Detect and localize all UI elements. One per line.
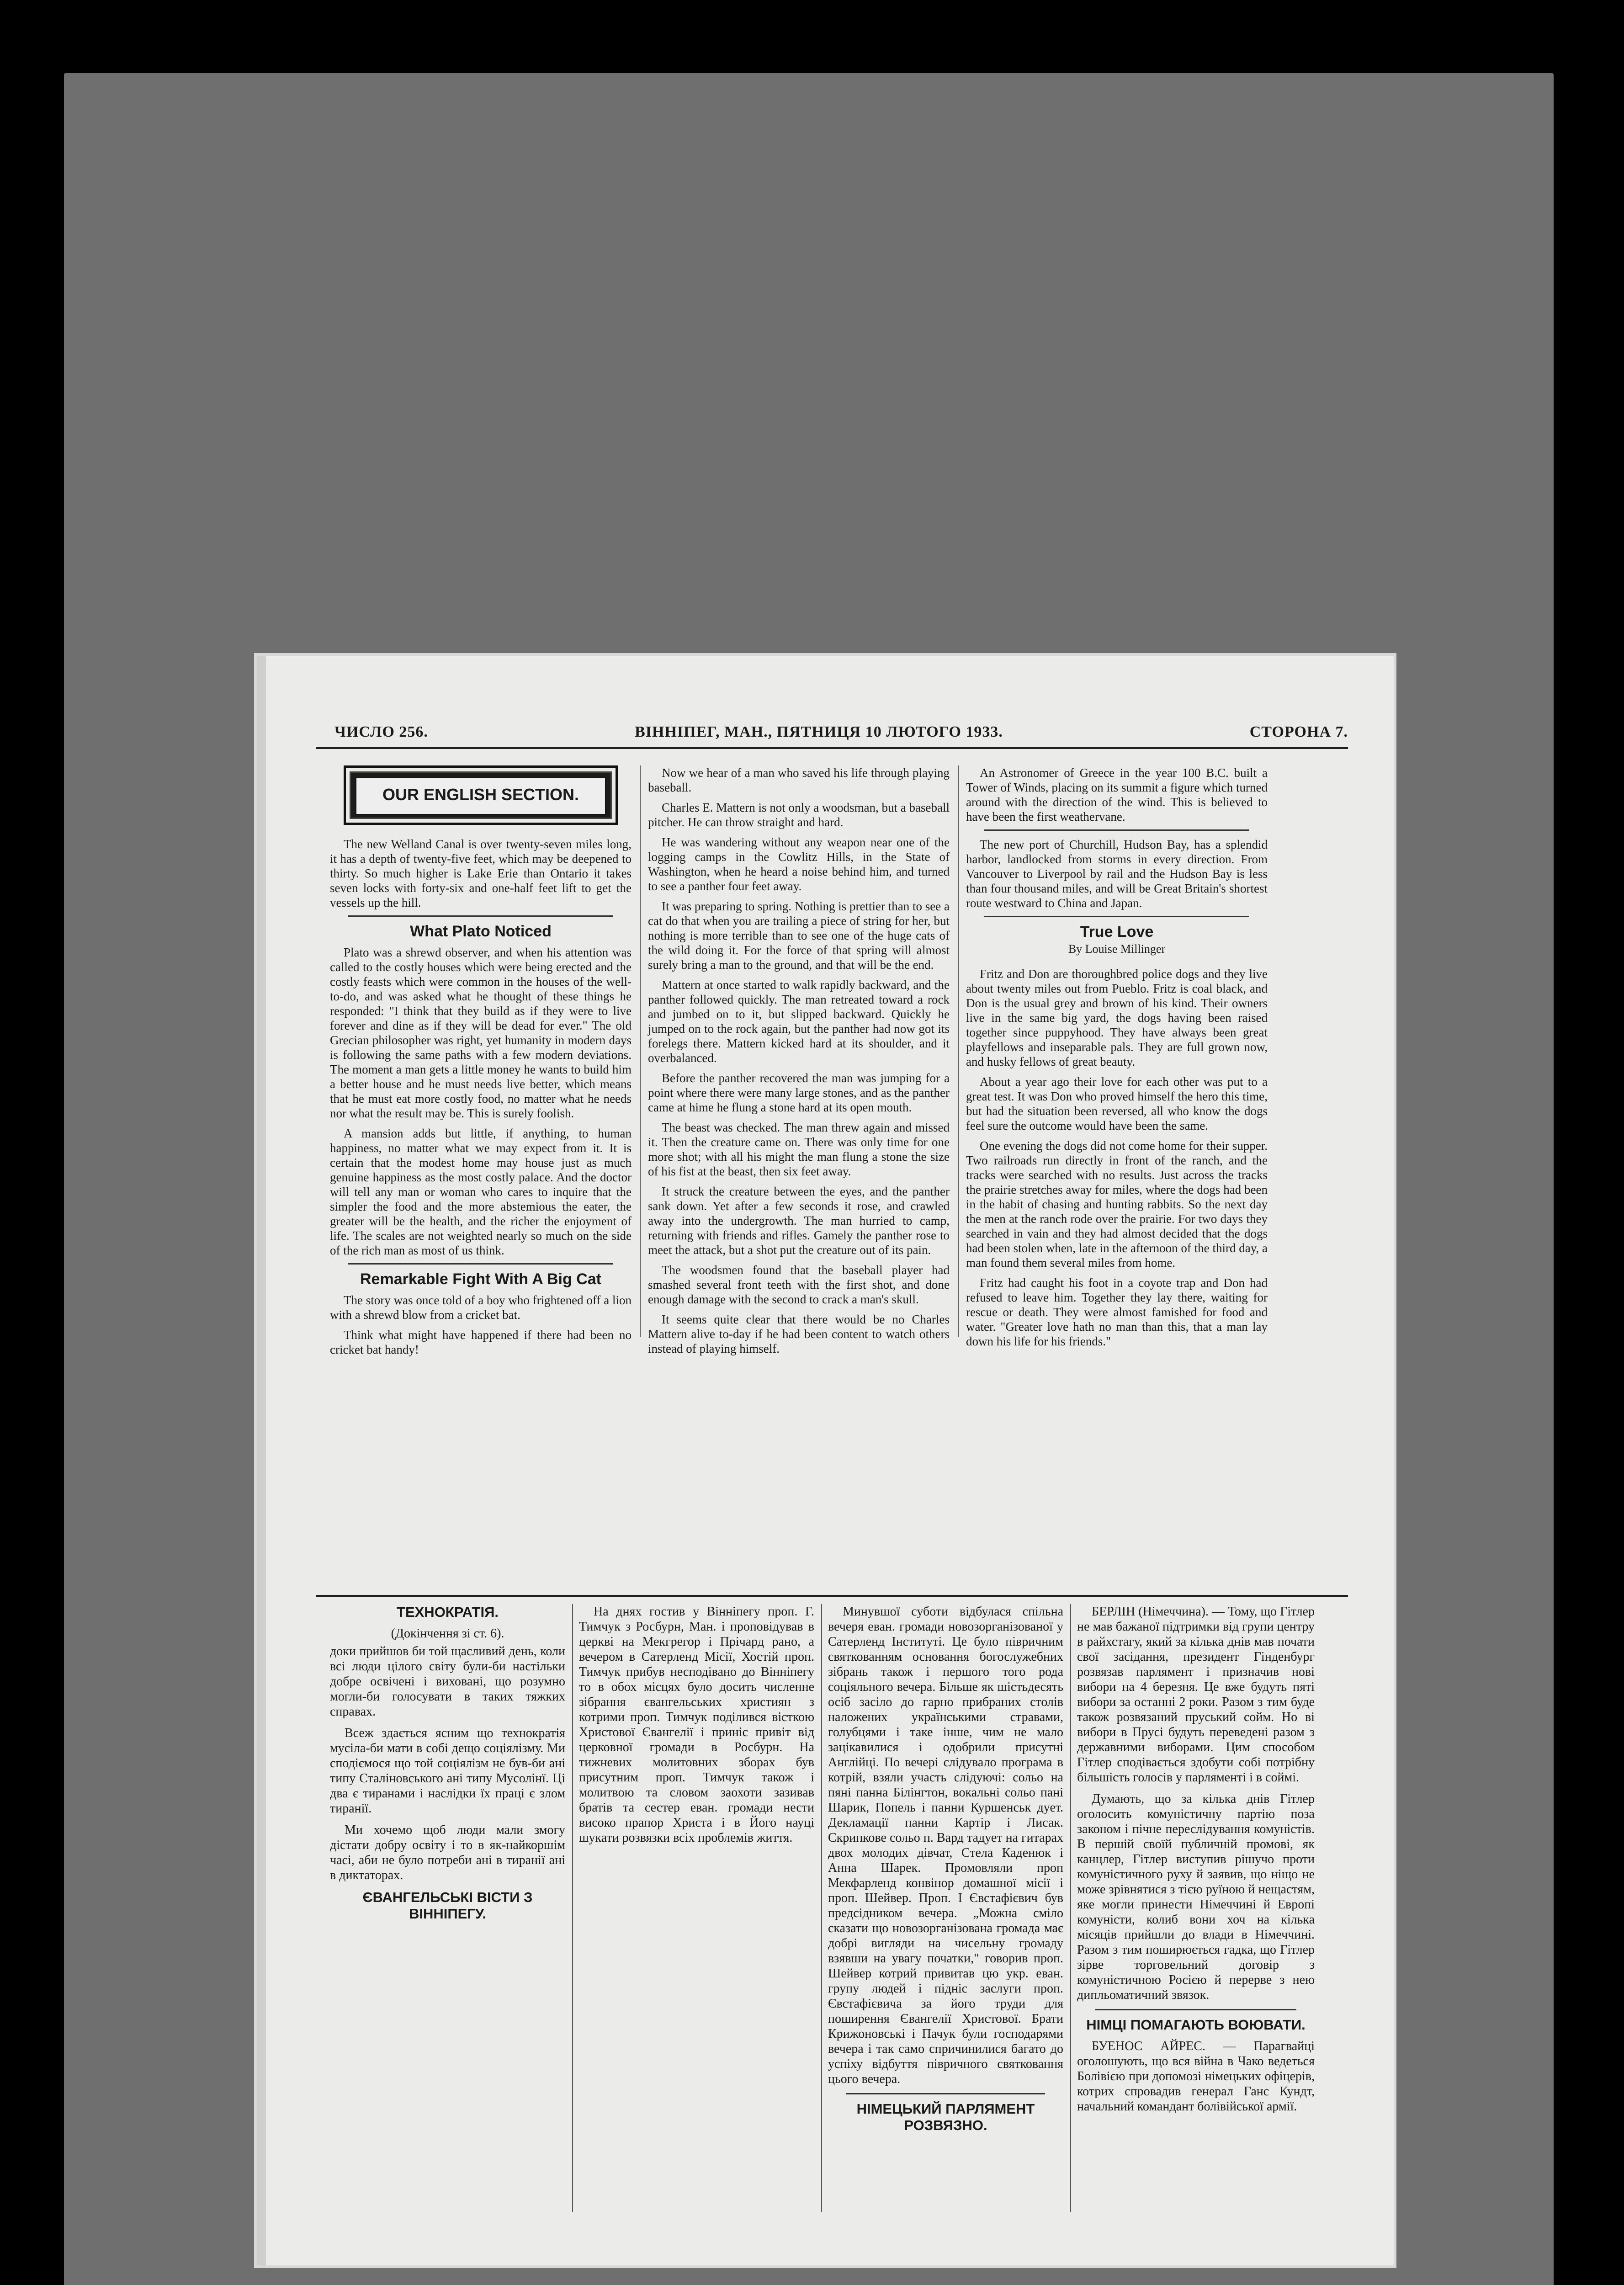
column-rule [572, 1604, 573, 2212]
fight-paragraph: The woodsmen found that the baseball player had smashed several front teeth with the first shot, and done enough damage with the second to crack a man's skull. [648, 1263, 950, 1306]
parliament-paragraph: Думають, що за кілька днів Гітлер оголосить комуністичну партію поза законом і пічне переслідування комуністів. В першій своїй публичній промові, як канцлер, Гітлер виступив рішучо проти комуністичного руху й заявив, що ніщо не може зрівнятися з тією руїною й нещастям, яке могли принести Німеччині й Европі комуністи, колиб вони хоч на кілька місяців прийшли до влади в Німеччині. Разом з тим поширюється гадка, що Гітлер зірве торговельний договір з комуністичною Росією й перерве з нею дипльоматичний звязок. [1077, 1792, 1315, 2002]
fight-paragraph: He was wandering without any weapon near one of the logging camps in the Cowlitz Hills, in the State of Washington, when he heard a noise behind him, and turned to see a panther four feet away. [648, 835, 950, 893]
fight-paragraph: Before the panther recovered the man was jumping for a point where there were many large stones, and as the panther came at hime he flung a stone hard at its open mouth. [648, 1071, 950, 1114]
article-divider [984, 916, 1249, 917]
canal-article: The new Welland Canal is over twenty-seven miles long, it has a depth of twenty-five feet, which may be deepened to thirty. So much higher is Lake Erie than Ontario it takes seven locks with forty-six and one-half feet lift to get the vessels up the hill. [330, 837, 632, 909]
article-divider [846, 2093, 1045, 2094]
fight-paragraph: Charles E. Mattern is not only a woodsman, but a baseball pitcher. He can throw straight and hard. [648, 801, 950, 829]
true-love-paragraph: About a year ago their love for each other was put to a great test. It was Don who proved himself the hero this time, but had the situation been reversed, all who know the dogs feel sure the outcome would have been the same. [966, 1075, 1268, 1132]
technocracy-paragraph: доки прийшов би той щасливий день, коли всі люди цілого світу були-би настільки добре освічені і виховані, що розумно могли-би голосувати в таких тяжких справах. [330, 1644, 565, 1719]
gospel-news-paragraph: Минувшої суботи відбулася спільна вечеря еван. громади новозорганізованої у Сатерленд Інституті. Це було півричним святкованням основання богослужебних зібрань також і першого того рода соціяльного вечера. Більше як шістьдесять осіб засіло до гарно прибраних столів наложених українськими стравами, голубцями і таке інше, чим не мало зацікавилися і одобрили присутні Англійці. По вечері слідувало програма в котрій, взяли участь слідуючі: сольо на пяні панна Білінгтон, вокальні сольо пані Шарик, Попель і панни Куршенськ дует. Декламації панни Картір і Лисак. Скрипкове сольо п. Вард тадует на гитарах двох молодих дівчат, Стела Каденюк і Анна Шарек. Промовляли проп Мекфарленд конвінор домашної місії і проп. Шейвер. Проп. І Євстафієвич був предсідником вечера. „Можна сміло сказати що новозорганізована громада має добрі вигляди на чисельну громаду взявши на увагу початки," говорив проп. Шейвер котрий привитав цю укр. еван. групу людей і підніс заслуги проп. Євстафієвича за його труди для поширення Євангелії Христової. Брати Крижоновські і Пачук були господарями вечера і так само спричинилися багато до успіху відбуття півричного святковання цього вечера. [828, 1605, 1063, 2086]
bolivia-title: НІМЦІ ПОМАГАЮТЬ ВОЮВАТИ. [1086, 2017, 1306, 2033]
ukrainian-column-2 [579, 1604, 814, 1852]
english-section-title: OUR ENGLISH SECTION. [356, 777, 606, 815]
astronomer-article: An Astronomer of Greece in the year 100 B.C. built a Tower of Winds, placing on its summit a figure which turned around with the direction of the wind. This is believed to have been the first weathervane. [966, 766, 1268, 824]
fight-paragraph: The beast was checked. The man threw again and missed it. Then the creature came on. There was only time for one more shot; with all his might the man flung a stone the size of his fist at the beast, then six feet away. [648, 1121, 950, 1178]
technocracy-continuation: (Докінчення зі ст. 6). [391, 1626, 504, 1641]
true-love-title: True Love [1080, 923, 1154, 941]
ukrainian-column-3 [828, 1604, 1063, 2139]
gospel-news-paragraph: На днях гостив у Вінніпегу проп. Г. Тимчук з Росбурн, Ман. і проповідував в церкві на Мекгрегор і Прічард рано, а вечером в Сатерленд Місії, Хостій проп. Тимчук прибув несподівано до Вінніпегу то в обох місцях було досить численне зібрання євангельських християн з котрими проп. Тимчук поділився вісткою Христової Євангелії і приніс привіт від церковної громади в Росбурн. На тижневих молитовних зборах був присутним проп. Тимчук також і молитвою та словом заохоти зазивав братів та сестер еван. громади нести високо прапор Христа і в Його науці шукати розвязки всіх проблемів життя. [579, 1605, 814, 1845]
issue-number: ЧИСЛО 256. [334, 723, 428, 740]
true-love-paragraph: Fritz and Don are thoroughbred police dogs and they live about twenty miles out from Pueblo. Fritz is coal black, and Don is the usual grey and brown of his kind. Their owners live in the same big yard, the dogs having been raised together since puppyhood. They have always been great playfellows and inseparable pals. They are full grown now, and husky fellows of great beauty. [966, 967, 1268, 1068]
plato-title: What Plato Noticed [410, 923, 552, 940]
gospel-news-title: ЄВАНГЕЛЬСЬКІ ВІСТИ З ВІННІПЕГУ. [362, 1889, 533, 1922]
ukrainian-column-1 [330, 1604, 565, 1928]
churchill-article: The new port of Churchill, Hudson Bay, has a splendid harbor, landlocked from storms in every direction. From Vancouver to Liverpool by rail and the Hudson Bay is less than four thousand miles, and will be Great Britain's shortest route westward to China and Japan. [966, 838, 1268, 910]
technocracy-paragraph: Ми хочемо щоб люди мали змогу дістати добру освіту і то в як-найкоршім часі, аби не було потреби ані в тиранії ані в диктаторах. [330, 1823, 565, 1882]
parliament-paragraph: БЕРЛІН (Німеччина). — Тому, що Гітлер не мав бажаної підтримки від групи центру в райхстагу, який за кілька днів мав почати свої засідання, президент Гінденбург розвязав парлямент і призначив нові вибори на 4 березня. Це вже будуть пяті вибори за останні 2 роки. Разом з тим буде також розвязаний пруський сойм. Но ві вибори в Прусі будуть переведені разом з державними виборами. Цим способом Гітлер сподівається здобути собі потрібну більшість голосів у парляменті і в соймі. [1077, 1605, 1315, 1785]
english-column-1 [330, 765, 632, 1362]
parliament-title: НІМЕЦЬКИЙ ПАРЛЯМЕНТ РОЗВЯЗНО. [856, 2101, 1035, 2133]
ukrainian-column-4 [1077, 1604, 1315, 2120]
header-rule [316, 747, 1348, 749]
fight-paragraph: It struck the creature between the eyes, and the panther sank down. Yet after a few seconds it rose, and crawled away into the undergrowth. The man hurried to camp, returning with friends and rifles. Gamely the panther rose to meet the attack, but a shot put the creature out of its pain. [648, 1185, 950, 1257]
fight-paragraph: It was preparing to spring. Nothing is prettier than to see a cat do that when you are trailing a piece of string for her, but nothing is more terrible than to see one of the huge cats of the wild doing it. For the force of that spring will almost surely bring a man to the ground, and that will be the end. [648, 899, 950, 972]
technocracy-title: ТЕХНОКРАТІЯ. [397, 1604, 499, 1620]
dateline: ВІННІПЕГ, МАН., ПЯТНИЦЯ 10 ЛЮТОГО 1933. [635, 723, 1003, 740]
article-divider [348, 915, 613, 917]
english-column-2 [648, 765, 950, 1361]
true-love-paragraph: Fritz had caught his foot in a coyote trap and Don had refused to leave him. Together they lay there, waiting for rescue or death. They were almost famished for food and water. "Greater love hath no man than this, that a man lay down his life for his friends." [966, 1276, 1268, 1348]
page-number: СТОРОНА 7. [1249, 723, 1348, 740]
fight-paragraph: It seems quite clear that there would be no Charles Mattern alive to-day if he had been content to watch others instead of playing himself. [648, 1313, 950, 1355]
column-rule [821, 1604, 822, 2212]
bolivia-paragraph: БУЕНОС АЙРЕС. — Парагвайці оголошують, що вся війна в Чако ведеться Болівією при допомозі німецьких офіцерів, котрих спровадив генерал Ганс Кундт, начальний командант болівійської армії. [1077, 2039, 1315, 2114]
english-section-banner [344, 765, 618, 825]
article-divider [348, 1263, 613, 1265]
plato-paragraph: A mansion adds but little, if anything, to human happiness, no matter what we may expect from it. It is certain that the modest home may house just as much genuine happiness as the most costly palace. And the doctor will tell any man or woman who cares to inquire that the simpler the food and the more abstemious the eater, the greater will be the health, and the richer the enjoyment of life. The scales are not weighted nearly so much on the side of the rich man as most of us think. [330, 1127, 632, 1257]
fight-paragraph: Think what might have happened if there had been no cricket bat handy! [330, 1328, 632, 1356]
true-love-paragraph: One evening the dogs did not come home for their supper. Two railroads run directly in front of the ranch, and the tracks were searched with no results. Just across the tracks the prairie stretches away for miles, where the dogs had been in the habit of chasing and hunting rabbits. So the next day the men at the ranch rode over the prairie. For two days they searched in vain and they had almost decided that the dogs had been stolen when, late in the afternoon of the third day, a man found them several miles from home. [966, 1139, 1268, 1270]
article-divider [1095, 2009, 1296, 2010]
english-column-3 [966, 765, 1268, 1354]
fight-paragraph: Mattern at once started to walk rapidly backward, and the panther followed quickly. The man retreated toward a rock and jumbed on to it, but slipped backward. Quickly he jumped on to the rock again, but the panther had now got its forelegs there. Mattern kicked hard at its shoulder, and it overbalanced. [648, 978, 950, 1065]
true-love-byline: By Louise Millinger [1068, 942, 1166, 956]
fight-paragraph: The story was once told of a boy who frightened off a lion with a shrewd blow from a cricket bat. [330, 1293, 632, 1322]
column-rule [1070, 1604, 1071, 2212]
section-divider [316, 1595, 1348, 1597]
column-rule [640, 765, 641, 1337]
column-rule [958, 765, 959, 1337]
plato-paragraph: Plato was a shrewd observer, and when his attention was called to the costly houses which were being erected and the costly feasts which were common in the houses of the well-to-do, and was asked what he thought of these things he responded: "I think that they build as if they were to live forever and dine as if they will be dead for ever." The old Grecian philosopher was right, yet humanity in modern days is following the same paths with a few modern deviations. The moment a man gets a little money he wants to build him a better house and he must needs live better, which means that he must eat more costly food, no matter what he needs nor what the result may be. This is surely foolish. [330, 946, 632, 1120]
newspaper-page [257, 656, 1394, 2265]
fight-title: Remarkable Fight With A Big Cat [360, 1270, 601, 1288]
page-binding-edge [257, 656, 266, 2265]
article-divider [984, 829, 1249, 831]
fight-paragraph: Now we hear of a man who saved his life through playing baseball. [648, 766, 950, 794]
technocracy-paragraph: Всеж здається ясним що технократія мусіла-би мати в собі дещо соціялізму. Ми сподіємося що той соціялізм не був-би ані типу Сталіновського ані типу Мусолінї. Ці два є тиранами і наслідки їх праці є злом тиранії. [330, 1726, 565, 1816]
